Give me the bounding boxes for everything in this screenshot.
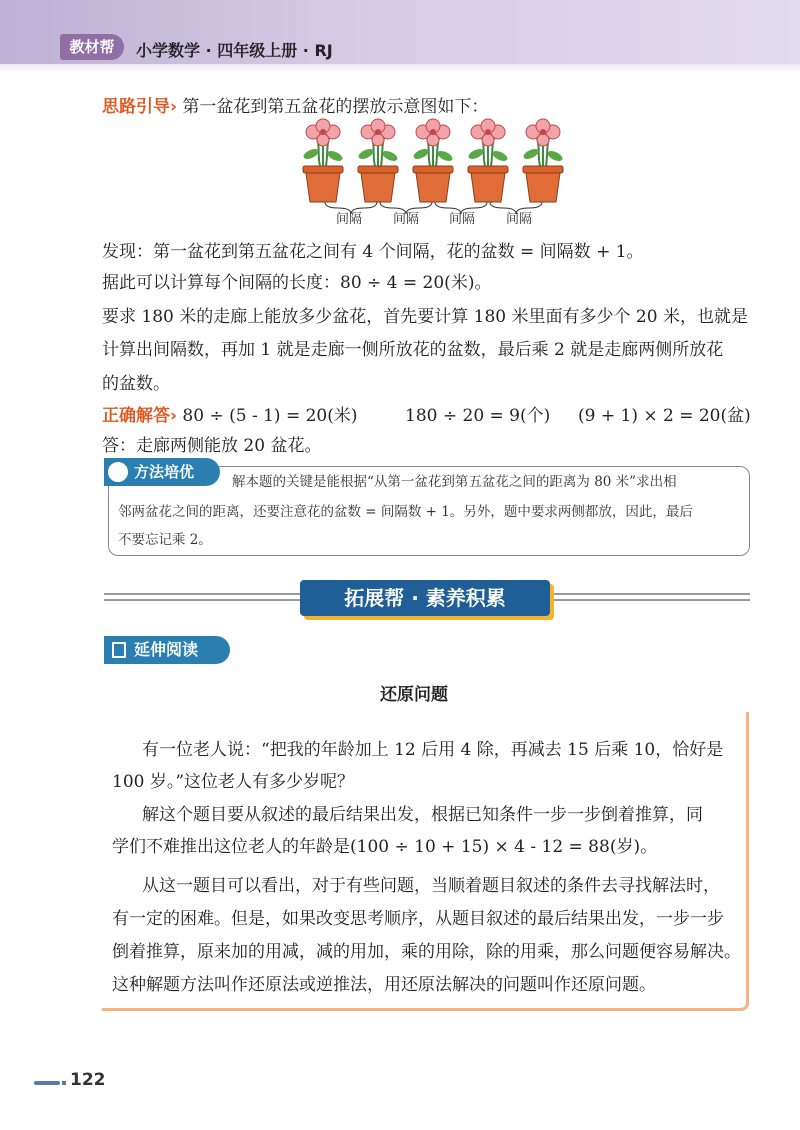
reading-p2-line-2: 学们不难推出这位老人的年龄是(100 ÷ 10 + 15) × 4 - 12 = 88(岁)。 [112,837,658,857]
method-line-3: 不要忘记乘 2。 [118,532,212,548]
method-line-2: 邻两盆花之间的距离，还要注意花的盆数 = 间隔数 + 1。另外，题中要求两侧都放，因此，最后 [118,504,693,520]
analysis-line-3: 要求 180 米的走廊上能放多少盆花，首先要计算 180 米里面有多少个 20 米，也就是 [102,307,748,327]
hint-arrow-icon: › [170,97,178,117]
gap-label-2: 间隔 [393,212,420,227]
magnifier-icon [106,460,130,484]
method-label: 方法培优 [104,458,220,486]
reading-p3-line-4: 这种解题方法叫作还原法或逆推法，用还原法解决的问题叫作还原问题。 [112,975,656,995]
reading-p2-line-1: 解这个题目要从叙述的最后结果出发，根据已知条件一步一步倒着推算，同 [142,805,703,825]
answer-eq-1: 80 ÷ (5 - 1) = 20(米) [182,406,358,426]
header-badge: 教材帮 [60,34,124,60]
method-line-1: 解本题的关键是能根据“从第一盆花到第五盆花之间的距离为 80 米”求出相 [232,474,677,490]
reading-p3-line-3: 倒着推算，原来加的用减，减的用加，乘的用除，除的用乘，那么问题便容易解决。 [112,942,741,962]
page-number: 122 [70,1070,106,1090]
answer-line [102,401,358,426]
reading-p3-line-2: 有一定的困难。但是，如果改变思考顺序，从题目叙述的最后结果出发，一步一步 [112,909,724,929]
reading-p1-line-1: 有一位老人说：“把我的年龄加上 12 后用 4 除，再减去 15 后乘 10，恰好是 [142,740,724,760]
reading-p1-line-2: 100 岁。”这位老人有多少岁呢？ [112,772,355,792]
answer-conclusion: 答：走廊两侧能放 20 盆花。 [102,436,322,456]
reading-title: 还原问题 [380,685,448,705]
reading-p3-line-1: 从这一题目可以看出，对于有些问题，当顺着题目叙述的条件去寻找解法时， [142,876,720,896]
analysis-line-2: 据此可以计算每个间隔的长度：80 ÷ 4 = 20(米)。 [102,273,492,293]
section-band-title: 拓展帮 · 素养积累 [300,580,550,616]
hint-label: 思路引导 [102,97,170,117]
gap-label-4: 间隔 [506,212,533,227]
analysis-line-5: 的盆数。 [102,374,170,394]
extended-reading-label: 延伸阅读 [104,636,230,664]
book-icon [112,642,126,658]
footer-dot [62,1081,66,1085]
header-fade [0,64,800,74]
answer-label: 正确解答 [102,406,170,426]
flower-diagram [290,118,590,230]
hint-line [102,92,488,117]
answer-eq-3: (9 + 1) × 2 = 20(盆) [578,406,751,426]
answer-eq-2: 180 ÷ 20 = 9(个) [405,406,551,426]
gap-label-1: 间隔 [336,212,363,227]
book-title: 小学数学 · 四年级上册 · RJ [136,41,333,60]
hint-text: 第一盆花到第五盆花的摆放示意图如下： [182,97,489,117]
gap-label-3: 间隔 [449,212,476,227]
analysis-line-4: 计算出间隔数，再加 1 就是走廊一侧所放花的盆数，最后乘 2 就是走廊两侧所放花 [102,340,724,360]
answer-arrow-icon: › [170,406,178,426]
footer-bar [34,1081,60,1085]
analysis-line-1: 发现：第一盆花到第五盆花之间有 4 个间隔，花的盆数 = 间隔数 + 1。 [102,242,644,262]
